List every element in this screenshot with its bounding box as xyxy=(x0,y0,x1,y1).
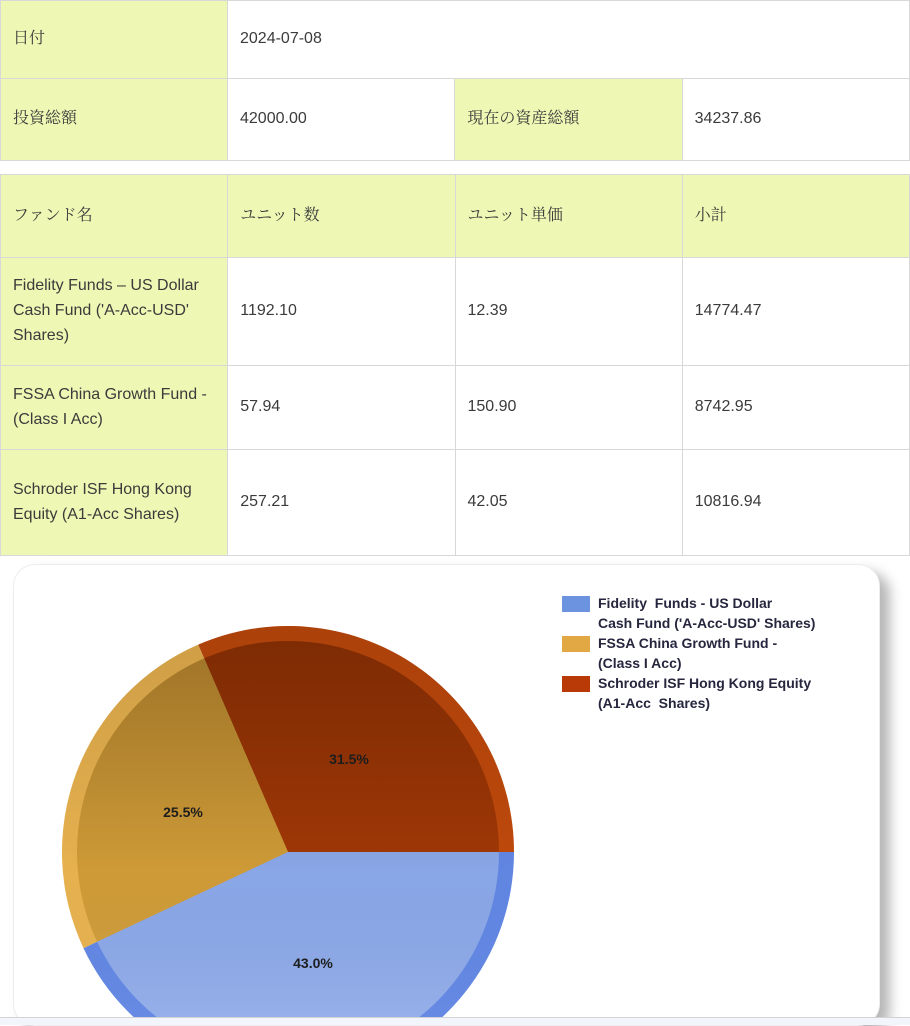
pie-label-fssa: 25.5% xyxy=(163,804,203,820)
fund-units-cell: 57.94 xyxy=(228,366,455,450)
fund-units-cell: 257.21 xyxy=(228,450,455,556)
table-row xyxy=(1,258,910,366)
legend-swatch-gold xyxy=(562,636,590,652)
fund-price-cell: 12.39 xyxy=(455,258,682,366)
legend-swatch-blue xyxy=(562,596,590,612)
legend-label: Fidelity Funds - US Dollar Cash Fund ('A-Acc-USD' Shares) xyxy=(598,595,816,631)
fund-name-cell: Schroder ISF Hong Kong Equity (A1-Acc Shares) xyxy=(1,450,228,556)
fund-subtotal-cell: 14774.47 xyxy=(682,258,909,366)
fund-name-cell: FSSA China Growth Fund - (Class I Acc) xyxy=(1,366,228,450)
current-total-label-cell: 現在の資産総額 xyxy=(455,79,682,161)
funds-header-row xyxy=(1,175,910,258)
fund-units-cell: 1192.10 xyxy=(228,258,455,366)
legend-item-schroder xyxy=(562,673,874,713)
pie-label-schroder: 31.5% xyxy=(329,751,369,767)
legend-label: FSSA China Growth Fund - (Class I Acc) xyxy=(598,635,778,671)
date-value-cell: 2024-07-08 xyxy=(228,1,910,79)
pie-legend xyxy=(562,593,874,713)
fund-name-cell: Fidelity Funds – US Dollar Cash Fund ('A-Acc-USD' Shares) xyxy=(1,258,228,366)
header-fund-name: ファンド名 xyxy=(1,175,228,258)
legend-item-fidelity xyxy=(562,593,874,633)
header-subtotal: 小計 xyxy=(682,175,909,258)
header-units: ユニット数 xyxy=(228,175,455,258)
summary-table xyxy=(0,0,910,161)
current-total-value-cell: 34237.86 xyxy=(682,79,909,161)
table-row xyxy=(1,366,910,450)
fund-price-cell: 42.05 xyxy=(455,450,682,556)
date-label-cell: 日付 xyxy=(1,1,228,79)
table-row xyxy=(1,450,910,556)
legend-label: Schroder ISF Hong Kong Equity (A1-Acc Shares) xyxy=(598,675,812,711)
legend-item-fssa xyxy=(562,633,874,673)
pie-chart-panel xyxy=(13,564,880,1026)
fund-subtotal-cell: 8742.95 xyxy=(682,366,909,450)
funds-table xyxy=(0,174,910,556)
fund-subtotal-cell: 10816.94 xyxy=(682,450,909,556)
invested-label-cell: 投資総額 xyxy=(1,79,228,161)
date-row xyxy=(1,1,910,79)
fund-price-cell: 150.90 xyxy=(455,366,682,450)
pie-label-fidelity: 43.0% xyxy=(293,955,333,971)
header-unit-price: ユニット単価 xyxy=(455,175,682,258)
invested-value-cell: 42000.00 xyxy=(228,79,455,161)
legend-swatch-red xyxy=(562,676,590,692)
totals-row xyxy=(1,79,910,161)
